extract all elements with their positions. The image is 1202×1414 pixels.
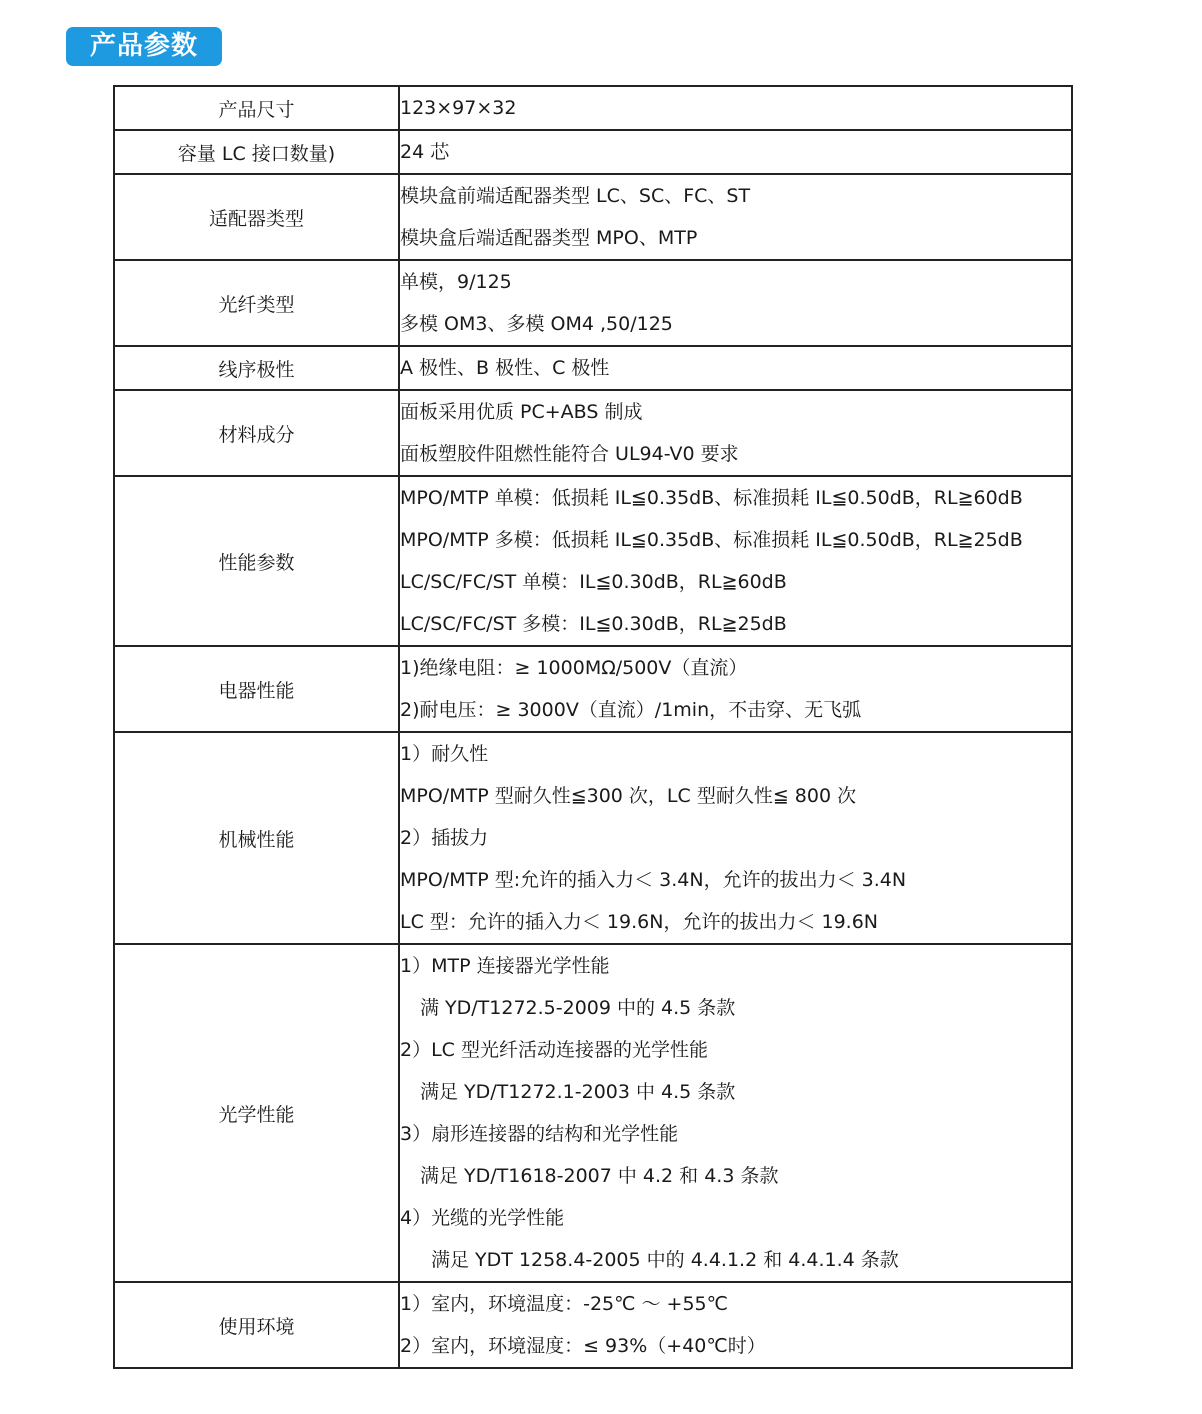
param-value-line: 1）MTP 连接器光学性能 xyxy=(400,955,610,977)
param-label: 使用环境 xyxy=(114,1282,399,1368)
param-value-line: 4）光缆的光学性能 xyxy=(400,1207,565,1229)
param-value-line: 123×97×32 xyxy=(400,97,517,119)
table-row xyxy=(114,346,1072,390)
table-row xyxy=(114,646,1072,732)
param-value-line: A 极性、B 极性、C 极性 xyxy=(400,357,610,379)
param-label: 容量 LC 接口数量) xyxy=(114,130,399,174)
param-value xyxy=(399,732,1072,944)
param-value xyxy=(399,944,1072,1282)
param-value xyxy=(399,130,1072,174)
param-label: 电器性能 xyxy=(114,646,399,732)
param-value-line: 满 YD/T1272.5-2009 中的 4.5 条款 xyxy=(420,997,736,1019)
param-value-line: 2）LC 型光纤活动连接器的光学性能 xyxy=(400,1039,708,1061)
table-row xyxy=(114,260,1072,346)
param-label: 线序极性 xyxy=(114,346,399,390)
param-value-line: 1）耐久性 xyxy=(400,743,489,765)
param-value-line: 面板采用优质 PC+ABS 制成 xyxy=(400,401,643,423)
section-title-badge: 产品参数 xyxy=(66,27,222,66)
param-value-line: LC 型：允许的插入力＜ 19.6N，允许的拔出力＜ 19.6N xyxy=(400,911,879,933)
param-value-line: 2）插拔力 xyxy=(400,827,489,849)
param-value-line: LC/SC/FC/ST 单模：IL≦0.30dB，RL≧60dB xyxy=(400,571,787,593)
table-row xyxy=(114,86,1072,130)
param-value-line: 2）室内，环境湿度：≤ 93%（+40℃时） xyxy=(400,1335,766,1357)
table-row xyxy=(114,1282,1072,1368)
param-value-line: 2)耐电压：≥ 3000V（直流）/1min，不击穿、无飞弧 xyxy=(400,699,862,721)
param-value xyxy=(399,390,1072,476)
param-value-line: MPO/MTP 型:允许的插入力＜ 3.4N，允许的拔出力＜ 3.4N xyxy=(400,869,907,891)
param-value-line: 模块盒前端适配器类型 LC、SC、FC、ST xyxy=(400,185,751,207)
param-value-line: 24 芯 xyxy=(400,141,450,163)
param-value xyxy=(399,346,1072,390)
param-value xyxy=(399,646,1072,732)
table-row xyxy=(114,130,1072,174)
product-params-table xyxy=(113,85,1073,1369)
param-value xyxy=(399,1282,1072,1368)
param-label: 材料成分 xyxy=(114,390,399,476)
param-value-line: 满足 YD/T1272.1-2003 中 4.5 条款 xyxy=(420,1081,736,1103)
param-label: 性能参数 xyxy=(114,476,399,646)
param-value xyxy=(399,174,1072,260)
param-value-line: 单模，9/125 xyxy=(400,271,512,293)
param-value-line: 面板塑胶件阻燃性能符合 UL94-V0 要求 xyxy=(400,443,739,465)
param-value-line: 模块盒后端适配器类型 MPO、MTP xyxy=(400,227,698,249)
param-value xyxy=(399,476,1072,646)
param-value-line: MPO/MTP 多模：低损耗 IL≦0.35dB、标准损耗 IL≦0.50dB，RL≧25dB xyxy=(400,529,1023,551)
param-value-line: 满足 YDT 1258.4-2005 中的 4.4.1.2 和 4.4.1.4 条款 xyxy=(431,1249,899,1271)
param-label: 光学性能 xyxy=(114,944,399,1282)
param-value-line: MPO/MTP 单模：低损耗 IL≦0.35dB、标准损耗 IL≦0.50dB，RL≧60dB xyxy=(400,487,1023,509)
param-value-line: 3）扇形连接器的结构和光学性能 xyxy=(400,1123,679,1145)
param-value-line: 1)绝缘电阻：≥ 1000MΩ/500V（直流） xyxy=(400,657,748,679)
table-row xyxy=(114,944,1072,1282)
param-label: 产品尺寸 xyxy=(114,86,399,130)
table-row xyxy=(114,476,1072,646)
param-label: 光纤类型 xyxy=(114,260,399,346)
param-value-line: 满足 YD/T1618-2007 中 4.2 和 4.3 条款 xyxy=(420,1165,779,1187)
param-value-line: 多模 OM3、多模 OM4 ,50/125 xyxy=(400,313,673,335)
param-value-line: LC/SC/FC/ST 多模：IL≦0.30dB，RL≧25dB xyxy=(400,613,787,635)
param-label: 适配器类型 xyxy=(114,174,399,260)
param-value-line: MPO/MTP 型耐久性≦300 次，LC 型耐久性≦ 800 次 xyxy=(400,785,857,807)
param-value-line: 1）室内，环境温度：-25℃ ～ +55℃ xyxy=(400,1293,728,1315)
table-row xyxy=(114,174,1072,260)
table-row xyxy=(114,732,1072,944)
table-row xyxy=(114,390,1072,476)
param-label: 机械性能 xyxy=(114,732,399,944)
param-value xyxy=(399,86,1072,130)
param-value xyxy=(399,260,1072,346)
